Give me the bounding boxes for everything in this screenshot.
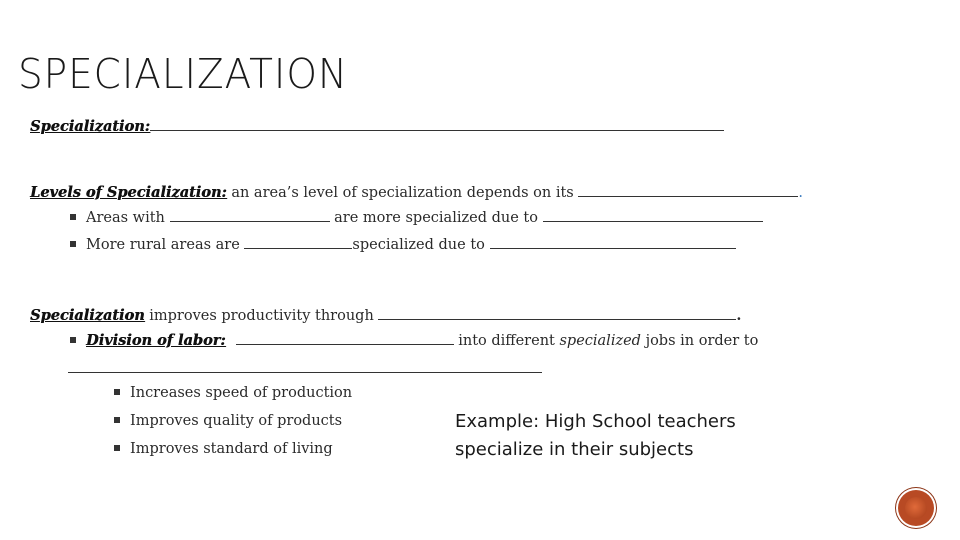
bullet-icon <box>70 241 76 247</box>
slide-title: SPECIALIZATION <box>18 50 349 98</box>
productivity-line <box>30 307 741 324</box>
division-text: into different <box>453 333 560 349</box>
division-bullet <box>70 332 758 349</box>
sub-bullet-2 <box>114 413 342 429</box>
bullet-text: specialized due to <box>352 237 490 253</box>
productivity-end-mark: . <box>736 307 742 324</box>
bullet-icon <box>70 337 76 343</box>
levels-end-mark: . <box>798 185 803 201</box>
productivity-label: Specialization <box>30 307 145 324</box>
bullet-blank <box>490 247 736 249</box>
division-label: Division of labor: <box>86 332 226 349</box>
sub-bullet-text: Improves quality of products <box>130 413 343 429</box>
productivity-text: improves productivity through <box>144 308 379 324</box>
sub-bullet-1 <box>114 385 352 401</box>
bullet-blank <box>543 220 763 222</box>
productivity-blank <box>378 318 736 320</box>
definition-label: Specialization: <box>30 118 150 135</box>
division-italic: specialized <box>559 333 641 349</box>
division-text: jobs in order to <box>640 333 759 349</box>
bullet-blank <box>170 220 330 222</box>
definition-line <box>30 118 724 135</box>
circular-seal-icon <box>898 490 934 526</box>
division-blank <box>236 343 454 345</box>
division-continuation-blank <box>68 372 542 373</box>
bullet-icon <box>114 417 120 423</box>
bullet-text: are more specialized due to <box>329 210 543 226</box>
bullet-text: Areas with <box>86 210 170 226</box>
definition-blank <box>150 129 724 131</box>
bullet-icon <box>114 445 120 451</box>
levels-text: an area’s level of specialization depends on its <box>226 185 579 201</box>
example-line-2: specialize in their subjects <box>455 439 694 460</box>
seal-center <box>905 497 927 519</box>
levels-bullet-2 <box>70 237 736 253</box>
sub-bullet-3 <box>114 441 333 457</box>
sub-bullet-text: Improves standard of living <box>130 441 333 457</box>
levels-line <box>30 184 803 201</box>
bullet-icon <box>114 389 120 395</box>
bullet-text: More rural areas are <box>86 237 245 253</box>
levels-label: Levels of Specialization: <box>30 184 227 201</box>
sub-bullet-text: Increases speed of production <box>130 385 353 401</box>
levels-bullet-1 <box>70 210 763 226</box>
example-line-1: Example: High School teachers <box>455 411 736 432</box>
bullet-icon <box>70 214 76 220</box>
levels-blank <box>578 195 798 197</box>
bullet-blank <box>244 247 352 249</box>
